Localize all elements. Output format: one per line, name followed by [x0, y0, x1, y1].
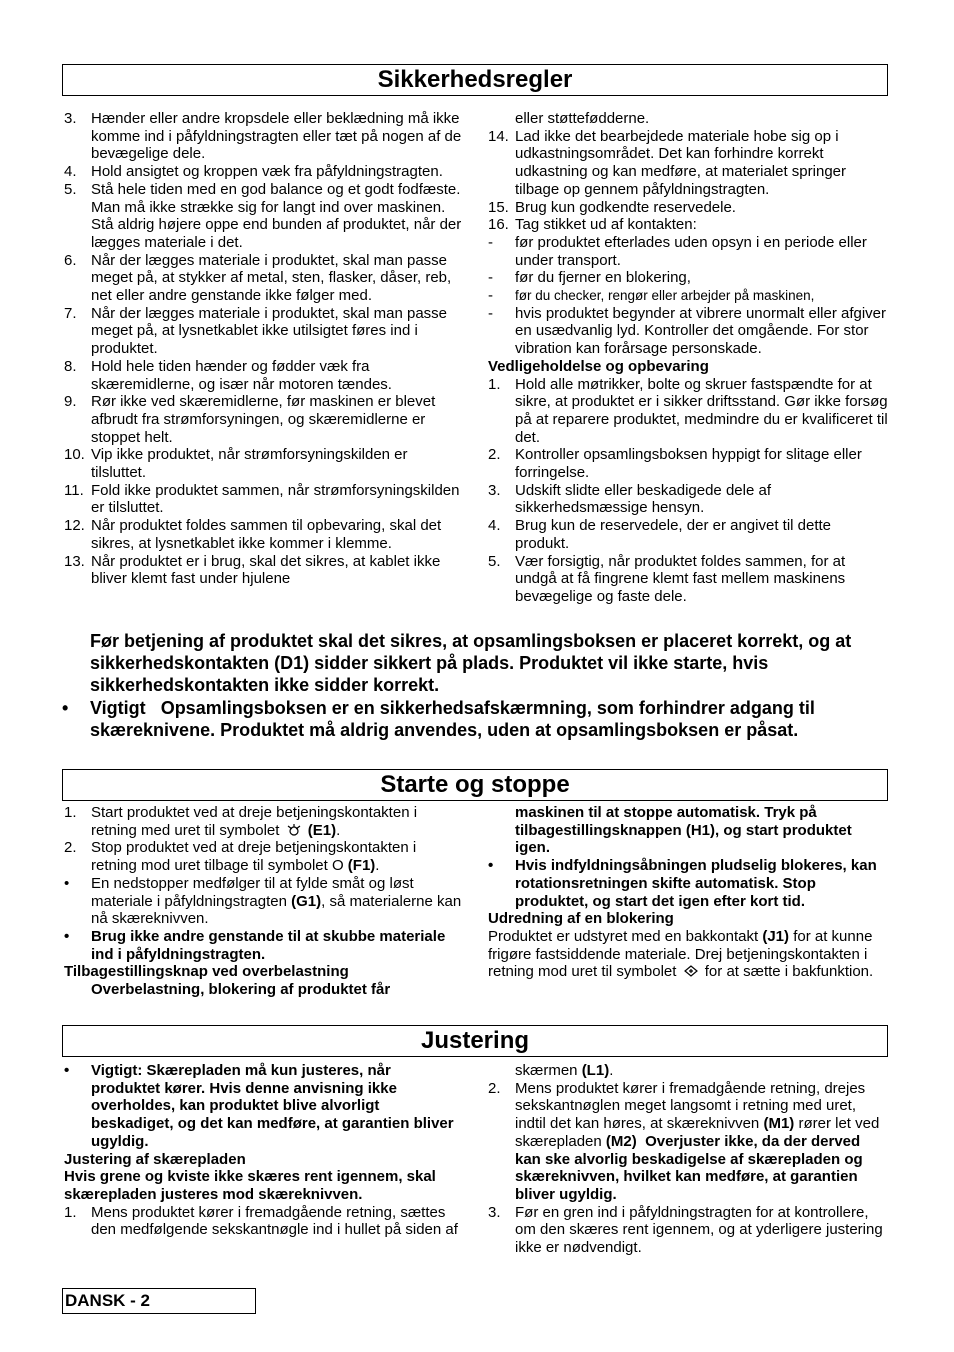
unblock-text-c: for at sætte i bakfunktion. — [704, 963, 874, 981]
reference-m1: (M1) — [763, 1115, 795, 1133]
safety-notice — [62, 630, 892, 741]
item-text: Når produktet er i brug, skal det sikres, at kablet ikke bliver klemt fast under hjulene — [91, 552, 441, 588]
bullet: • — [64, 927, 70, 945]
notice-paragraph: Før betjening af produktet skal det sikres, at opsamlingsboksen er placeret korrekt, og at sikkerhedskontakten (D1) sidder sikkert på plads. Produktet vil ikke starte, hvis sikkerhedskontakten ikke sidder korrekt. — [90, 631, 852, 696]
list-item — [488, 216, 888, 234]
safety-right-column — [488, 110, 888, 606]
list-item — [64, 839, 464, 874]
item-text: Kontroller opsamlingsboksen hyppigt for slitage eller forringelse. — [515, 446, 862, 482]
list-item — [64, 252, 464, 305]
item-text: Lad ikke det bearbejdede materiale hobe sig op i udkastningsområdet. Det kan forhindre korrekt udkastning og kan medføre, at materialet springer tilbage op gennem påfyldningstragten. — [515, 127, 847, 198]
bullet: • — [488, 857, 494, 875]
list-item — [488, 1204, 888, 1257]
warning-text: Overjuster ikke, da der derved kan ske alvorlig beskadigelse af skærepladen og skæreknivven, hvilket kan medføre, at garantien bliver ugyldig. — [515, 1132, 863, 1203]
item-text: Hold hele tiden hænder og fødder væk fra skæremidlerne, og især når motoren tændes. — [91, 357, 392, 393]
bullet: • — [64, 1062, 70, 1079]
list-item — [64, 305, 464, 358]
list-item — [64, 928, 464, 963]
item-text: Mens produktet kører i fremadgående retning, drejes sekskantnøglen meget langsomt i retning med uret, indtil det kan høres, at skæreknivven — [515, 1079, 866, 1133]
item-text: Hold ansigtet og kroppen væk fra påfyldningstragten. — [91, 163, 443, 181]
item-number: 11. — [64, 481, 84, 499]
item-number: 1. — [64, 1203, 77, 1221]
continued-text: eller støttefødderne. — [515, 110, 650, 127]
item-number: 2. — [64, 839, 77, 857]
dash-marker: - — [488, 269, 493, 287]
item-number: 3. — [488, 481, 501, 499]
item-number: 7. — [64, 304, 77, 322]
item-text: Før en gren ind i påfyldningstragten for at kontrollere, om den skæres rent igennem, og at yderligere justering ikke er nødvendigt. — [515, 1203, 883, 1257]
dash-text: før produktet efterlades uden opsyn i en periode eller under transport. — [515, 233, 867, 269]
reference-e1: (E1) — [307, 821, 337, 839]
unblock-text-a: Produktet er udstyret med en bakkontakt — [488, 927, 759, 945]
reset-heading: Tilbagestillingsknap ved overbelastning — [64, 963, 349, 981]
item-text: Tag stikket ud af kontakten: — [515, 216, 697, 234]
notice-important — [62, 697, 892, 741]
list-item — [488, 482, 888, 517]
item-number: 1. — [488, 375, 501, 393]
item-text: Udskift slidte eller beskadigede dele af sikkerhedsmæssige hensyn. — [515, 481, 771, 517]
item-number: 5. — [64, 180, 77, 198]
list-item — [488, 1080, 888, 1204]
dash-item — [488, 287, 888, 305]
dash-marker: - — [488, 304, 493, 322]
item-text: skærmen — [515, 1062, 578, 1079]
adjust-right-column — [488, 1062, 888, 1257]
list-item — [64, 1062, 464, 1151]
list-item — [64, 482, 464, 517]
section-title-safety: Sikkerhedsregler — [62, 64, 888, 96]
item-number: 2. — [488, 446, 501, 464]
reference-f1: (F1) — [347, 857, 376, 875]
list-item — [488, 128, 888, 199]
list-item — [64, 393, 464, 446]
section-title-start-stop: Starte og stoppe — [62, 769, 888, 801]
item-number: 3. — [64, 110, 77, 127]
reference-j1: (J1) — [762, 927, 790, 945]
item-number: 12. — [64, 517, 85, 535]
dash-item — [488, 269, 888, 287]
important-text: Vigtigt: Skærepladen må kun justeres, når produktet kører. Hvis denne anvisning ikke overholdes, kan produktet blive alvorligt beskadiget, og det kan medføre, at garantien bliver ugyldig. — [91, 1062, 454, 1150]
punctuation: . — [375, 857, 380, 875]
important-text: Opsamlingsboksen er en sikkerhedsafskærmning, som forhindrer adgang til skæreknivene. Produktet må aldrig anvendes, uden at opsamlingsboksen er påsat. — [90, 697, 815, 740]
list-item — [488, 376, 888, 447]
list-item — [64, 163, 464, 181]
dash-item — [488, 305, 888, 358]
start-right-column — [488, 804, 888, 981]
bullet: • — [64, 874, 70, 892]
punctuation: . — [609, 1062, 614, 1079]
dash-text: før du fjerner en blokering, — [515, 269, 691, 287]
dash-item — [488, 234, 888, 269]
list-item — [64, 875, 464, 928]
item-number: 4. — [488, 517, 501, 535]
item-text: Hvis indfyldningsåbningen pludselig blokeres, kan rotationsretningen skifte automatisk. Stop produktet, og start det igen efter kort tid. — [515, 857, 877, 910]
item-text: Rør ikke ved skæremidlerne, før maskinen er blevet afbrudt fra strømforsyningen, og skæremidlerne er stoppet helt. — [91, 393, 436, 446]
item-text: rører let ved skærepladen — [515, 1115, 880, 1150]
list-item — [64, 110, 464, 163]
list-item — [488, 199, 888, 217]
dash-text: før du checker, rengør eller arbejder på maskinen, — [515, 288, 815, 304]
item-number: 14. — [488, 127, 509, 145]
continued-text — [488, 1062, 888, 1080]
item-text: Fold ikke produktet sammen, når strømforsyningskilden er tilsluttet. — [91, 481, 460, 517]
list-item — [488, 857, 888, 910]
section-title-adjustment: Justering — [62, 1025, 888, 1057]
item-number: 9. — [64, 393, 77, 411]
dash-marker: - — [488, 233, 493, 251]
item-number: 4. — [64, 163, 77, 181]
list-item — [64, 1204, 464, 1239]
reference-m2: (M2) — [605, 1132, 637, 1150]
list-item — [64, 553, 464, 588]
item-number: 1. — [64, 804, 77, 821]
dash-marker: - — [488, 287, 493, 305]
unblock-text — [488, 928, 888, 981]
item-text: Start produktet ved at dreje betjeningskontakten i retning med uret til symbolet — [91, 804, 418, 839]
safety-left-column — [64, 110, 464, 588]
list-item — [64, 181, 464, 252]
list-item — [64, 517, 464, 552]
list-item — [488, 517, 888, 552]
item-text: Vip ikke produktet, når strømforsyningskilden er tilsluttet. — [91, 446, 408, 482]
item-number: 2. — [488, 1079, 501, 1097]
start-left-column — [64, 804, 464, 999]
item-text: Vær forsigtig, når produktet foldes sammen, for at undgå at få fingrene klemt fast mellem maskinens bevægelige og faste dele. — [515, 552, 846, 605]
important-label: Vigtigt — [90, 697, 146, 718]
reset-text: Overbelastning, blokering af produktet får — [91, 981, 391, 999]
list-item — [64, 804, 464, 839]
item-number: 5. — [488, 552, 501, 570]
item-text: Brug ikke andre genstande til at skubbe materiale ind i påfyldningstragten. — [91, 927, 446, 963]
reset-text-continued: maskinen til at stoppe automatisk. Tryk på tilbagestillingsknappen (H1), og start produktet igen. — [515, 804, 852, 857]
dash-text: hvis produktet begynder at vibrere unormalt eller afgiver en usædvanlig lyd. Kontroller det omgående. For stor vibration kan forårsage personskade. — [515, 304, 887, 358]
item-number: 10. — [64, 446, 85, 464]
adjust-left-column — [64, 1062, 464, 1239]
maintenance-heading: Vedligeholdelse og opbevaring — [488, 357, 709, 375]
bullet: • — [62, 697, 69, 718]
unblock-heading: Udredning af en blokering — [488, 910, 674, 928]
unblock-text-b: for at kunne frigøre fastsiddende materiale. Drej betjeningskontakten i retning mod uret til symbolet — [488, 927, 873, 981]
item-text: Stå hele tiden med en god balance og et godt fodfæste. Man må ikke strække sig for langt ind over maskinen. Stå aldrig højere oppe end bunden af produktet, når der lægges materiale i det. — [91, 180, 462, 251]
item-text: Når der lægges materiale i produktet, skal man passe meget på, at lysnetkablet ikke utilsigtet føres ind i produktet. — [91, 304, 448, 358]
item-number: 16. — [488, 216, 509, 234]
page-footer: DANSK - 2 — [62, 1288, 256, 1314]
list-item — [488, 553, 888, 606]
item-text: , så materialerne kan nå skæreknivven. — [91, 892, 462, 928]
item-text: Stop produktet ved at dreje betjeningskontakten i retning mod uret tilbage til symbolet O — [91, 839, 417, 875]
forward-rotation-icon — [284, 823, 304, 837]
list-item — [488, 446, 888, 481]
reference-g1: (G1) — [291, 892, 322, 910]
item-number: 6. — [64, 251, 77, 269]
list-item — [64, 358, 464, 393]
item-number: 8. — [64, 357, 77, 375]
item-text: Mens produktet kører i fremadgående retning, sættes den medfølgende sekskantnøgle ind i hullet på siden af — [91, 1203, 458, 1239]
item-text: Hænder eller andre kropsdele eller beklædning må ikke komme ind i påfyldningstragten eller tæt på nogen af de bevægelige dele. — [91, 110, 462, 163]
item-number: 3. — [488, 1203, 501, 1221]
item-number: 13. — [64, 552, 85, 570]
item-text: Hold alle møtrikker, bolte og skruer fastspændte for at sikre, at produktet er i sikker driftsstand. Gør ikke forsøg på at reparere produktet, medmindre du er kvalificeret til det. — [515, 375, 888, 446]
adjust-intro: Hvis grene og kviste ikke skæres rent igennem, skal skærepladen justeres mod skæreknivven. — [64, 1168, 436, 1203]
punctuation: . — [336, 821, 341, 839]
reference-l1: (L1) — [581, 1062, 610, 1079]
item-number: 15. — [488, 198, 509, 216]
item-text: Brug kun de reservedele, der er angivet til dette produkt. — [515, 517, 832, 552]
list-item — [64, 446, 464, 481]
item-text: Når produktet foldes sammen til opbevaring, skal det sikres, at lysnetkablet ikke kommer i klemme. — [91, 517, 442, 552]
reverse-rotation-icon — [681, 964, 701, 978]
item-text: En nedstopper medfølger til at fylde småt og løst materiale i påfyldningstragten — [91, 874, 414, 910]
item-text: Når der lægges materiale i produktet, skal man passe meget på, at stykker af metal, sten, flasker, dåser, reb, net eller andre genstande ikke følger med. — [91, 251, 452, 305]
item-text: Brug kun godkendte reservedele. — [515, 198, 736, 216]
adjust-heading: Justering af skærepladen — [64, 1150, 246, 1168]
